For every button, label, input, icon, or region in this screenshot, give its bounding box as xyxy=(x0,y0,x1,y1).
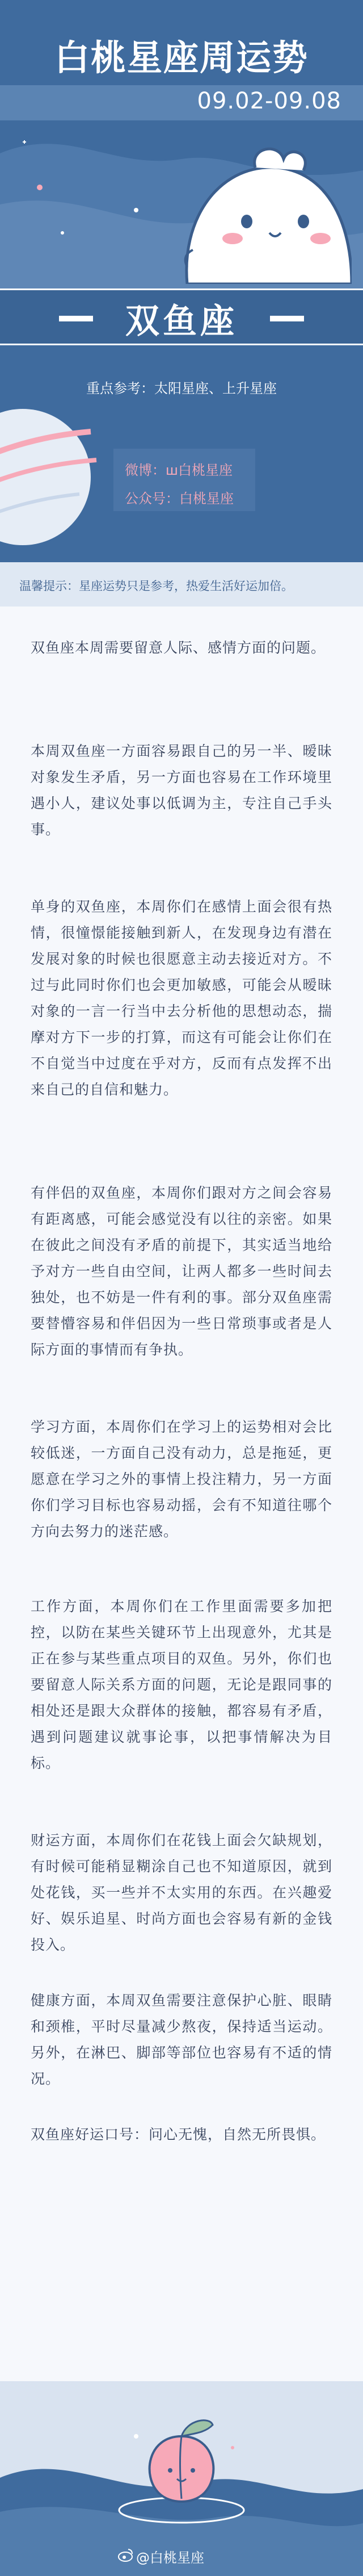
paragraph-work: 工作方面，本周你们在工作里面需要多加把控，以防在某些关键环节上出现意外，尤其是正在参与某些重点项目的双鱼。另外，你们也要留意人际关系方面的问题，无论是跟同事的相处还是跟大众群体的接触，都容易有矛盾，遇到问题建议就事论事，以把事情解决为目标。 xyxy=(31,1598,332,1771)
footer-watermark: @白桃星座 xyxy=(136,2550,204,2566)
paragraph-partnered: 有伴侣的双鱼座，本周你们跟对方之间会容易有距离感，可能会感觉没有以往的亲密。如果在彼此之间没有矛盾的前提下，其实适当地给予对方一些自由空间，让两人都多一些时间去独处，也不妨是一件有利的事。部分双鱼座需要替懵容易和伴侣因为一些日常琐事或者是人际方面的事情而有争执。 xyxy=(31,1185,332,1358)
header xyxy=(0,0,363,568)
page-title: 白桃星座周运势 xyxy=(54,37,309,78)
zodiac-sign-name: 双鱼座 xyxy=(125,302,238,341)
paragraph-slogan: 双鱼座好运口号：问心无愧，自然无所畏惧。 xyxy=(31,2126,326,2143)
paragraph-finance: 财运方面，本周你们在花钱上面会欠缺规划，有时候可能稍显糊涂自己也不知道原因，就到处花钱，买一些并不太实用的东西。在兴趣爱好、娱乐追星、时尚方面也会容易有新的金钱投入。 xyxy=(31,1832,332,1953)
reference-note: 重点参考：太阳星座、上升星座 xyxy=(86,380,277,396)
paragraph-intro: 双鱼座本周需要留意人际、感情方面的问题。 xyxy=(31,639,326,656)
wechat-account: 公众号：白桃星座 xyxy=(125,491,234,507)
tips-text: 温馨提示：星座运势只是参考，热爱生活好运加倍。 xyxy=(19,579,293,593)
peach-icon xyxy=(113,2402,250,2533)
planet-icon xyxy=(0,398,102,551)
paragraph-study: 学习方面，本周你们在学习上的运势相对会比较低迷，一方面自己没有动力，总是拖延，更愿意在学习之外的事情上投注精力，另一方面你们学习目标也容易动摇，会有不知道往哪个方向去努力的迷茫感。 xyxy=(31,1419,332,1540)
date-range: 09.02-09.08 xyxy=(197,88,341,114)
weibo-handle: 微博：ш白桃星座 xyxy=(125,462,233,478)
paragraph-single: 单身的双鱼座，本周你们在感情上面会很有热情，很憧憬能接触到新人，在发现身边有潜在发展对象的时候也很愿意主动去接近对方。不过与此同时你们也会更加敏感，可能会从暧昧对象的一言一行当中去分析他的思想动态，揣摩对方下一步的打算，而这有可能会让你们在不自觉当中过度在乎对方，反而有点发挥不出来自己的自信和魅力。 xyxy=(31,898,332,1098)
weibo-icon xyxy=(118,2548,134,2562)
paragraph-overview: 本周双鱼座一方面容易跟自己的另一半、暧昧对象发生矛盾，另一方面也容易在工作环境里遇小人，建议处事以低调为主，专注自己手头事。 xyxy=(31,743,332,838)
cloud-mascot-illustration xyxy=(170,136,352,284)
paragraph-health: 健康方面，本周双鱼需要注意保护心脏、眼睛和颈椎，平时尽量减少熬夜，保持适当运动。另外，在淋巴、脚部等部位也容易有不适的情况。 xyxy=(31,1992,332,2087)
